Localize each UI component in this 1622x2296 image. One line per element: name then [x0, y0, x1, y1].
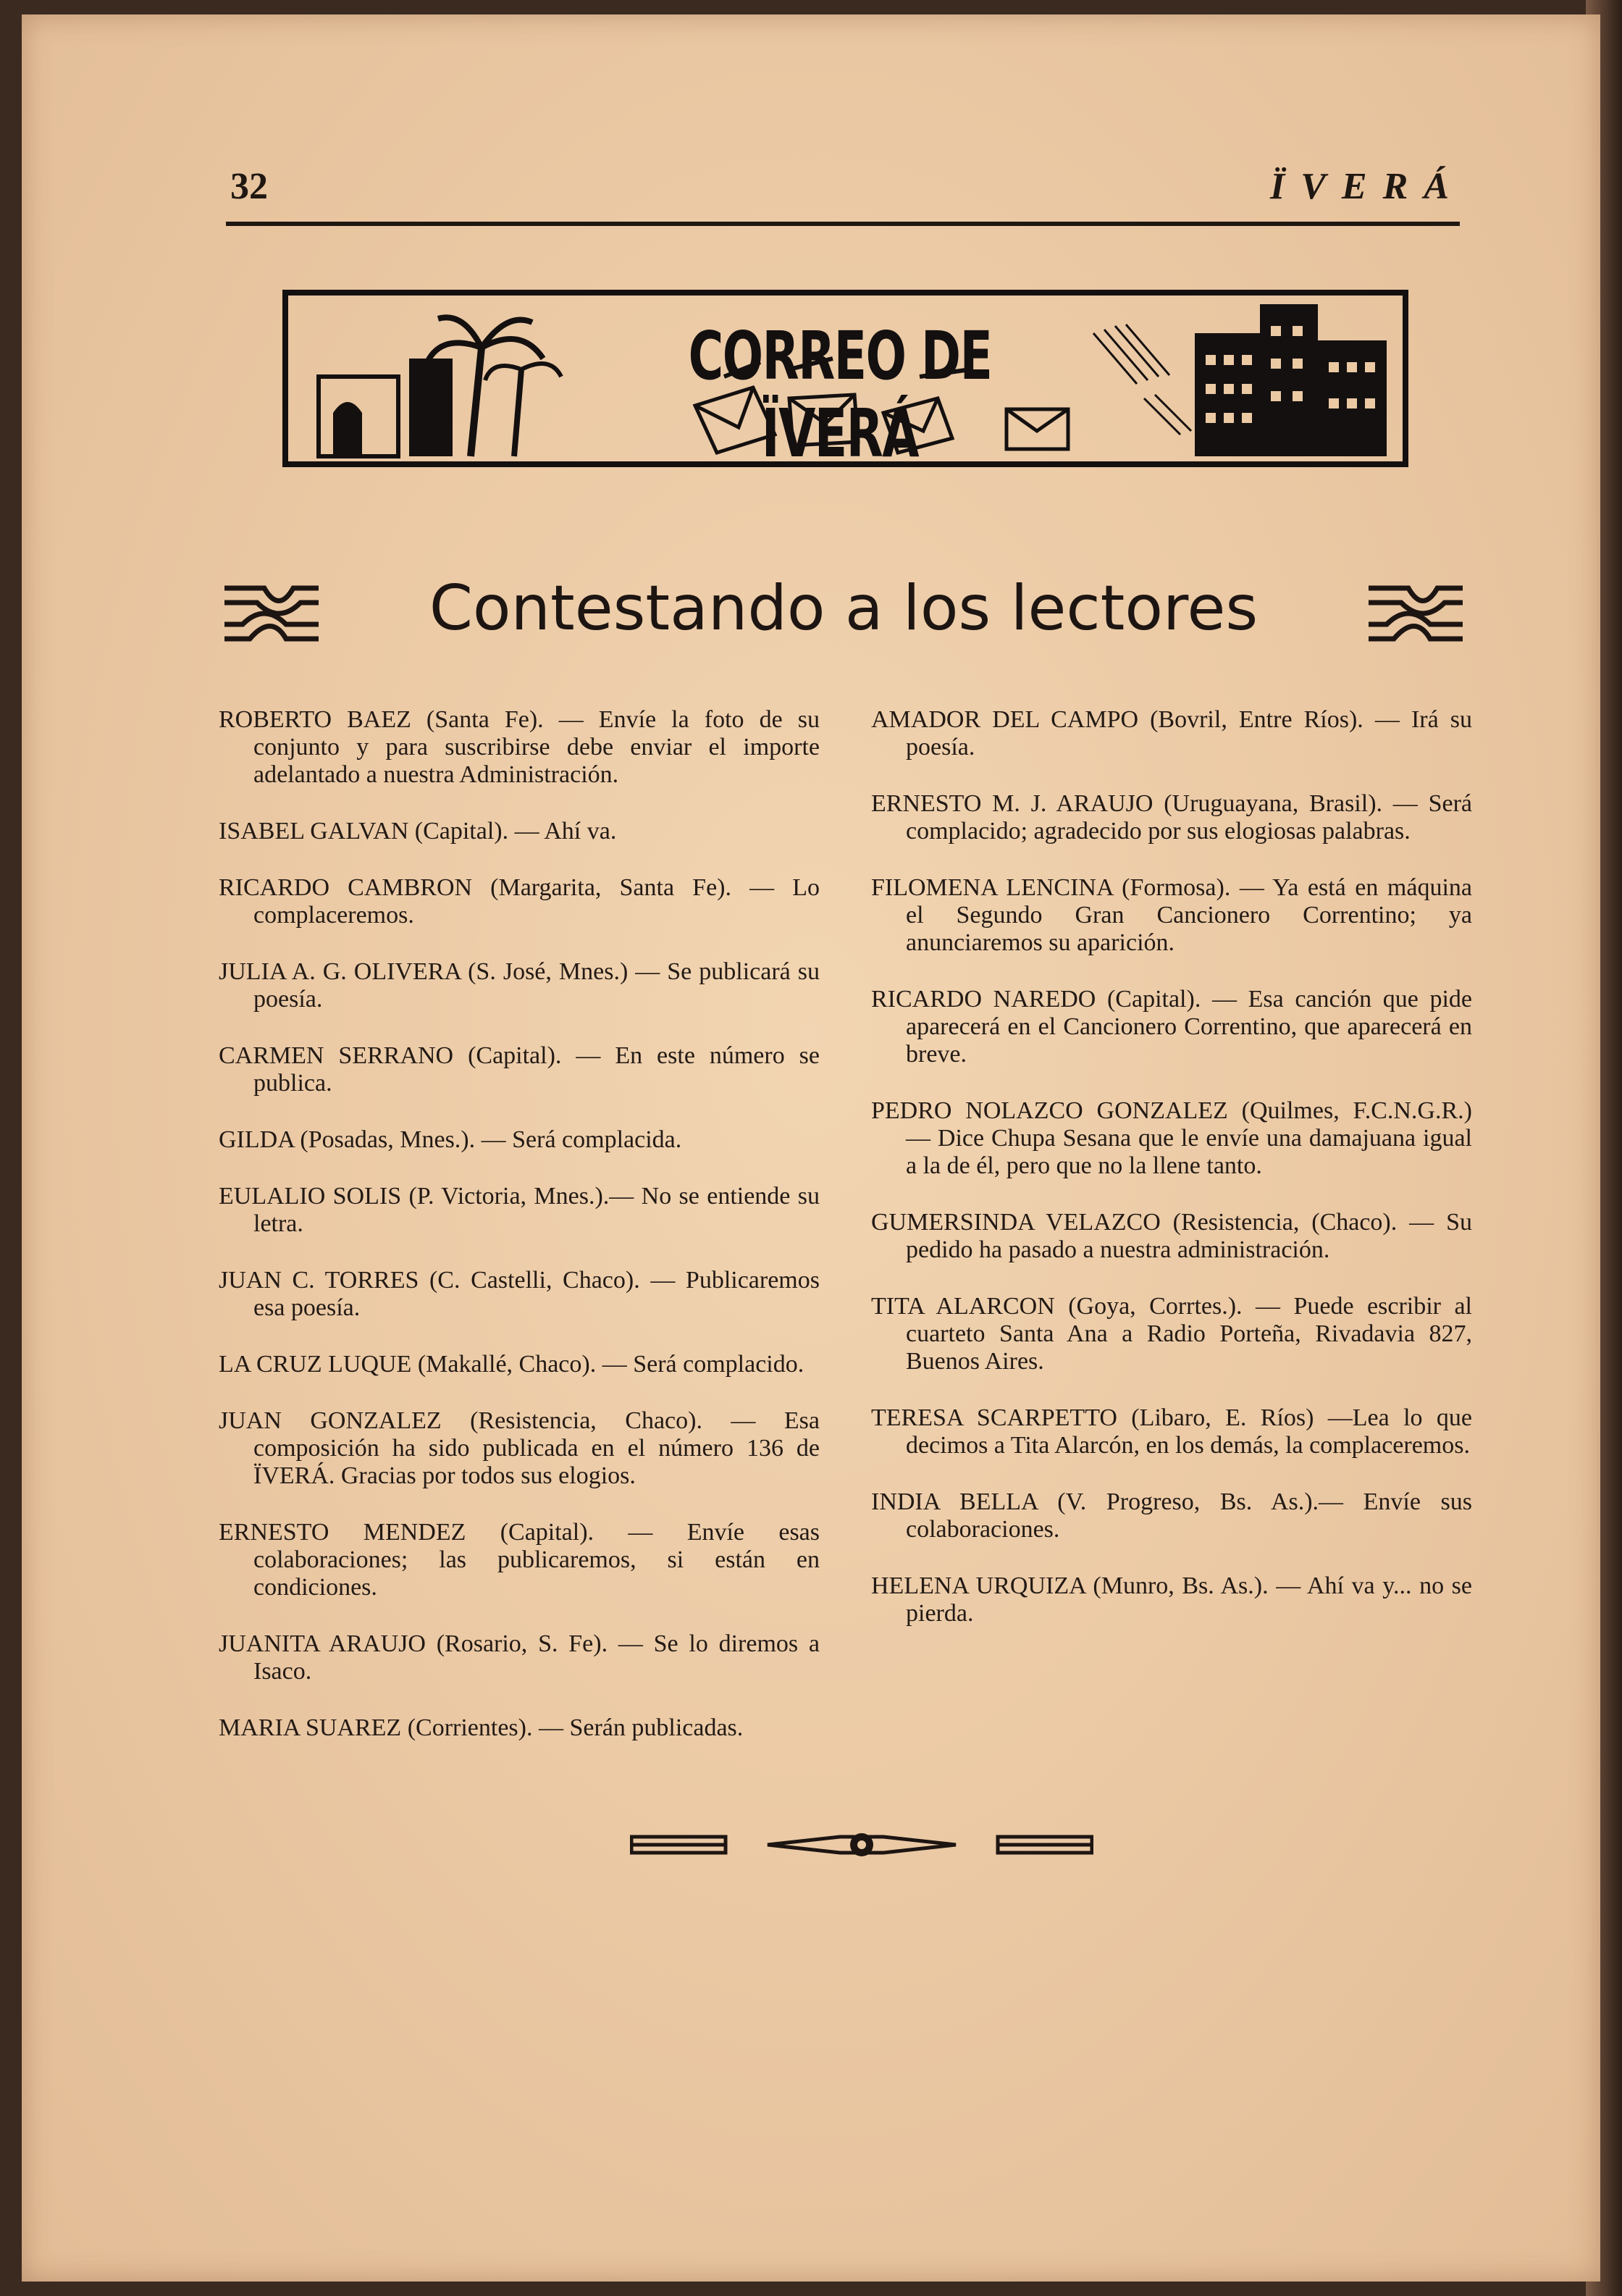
reader-reply: JUAN C. TORRES (C. Castelli, Chaco). — Publicaremos esa poesía. — [219, 1267, 820, 1321]
reader-reply: AMADOR DEL CAMPO (Bovril, Entre Ríos). — Irá su poesía. — [871, 706, 1472, 761]
reader-reply: RICARDO CAMBRON (Margarita, Santa Fe). — Lo complaceremos. — [219, 874, 820, 929]
reader-reply: JUAN GONZALEZ (Resistencia, Chaco). — Esa composición ha sido publicada en el número 136 de ÏVERÁ. Gracias por todos sus elogios. — [219, 1407, 820, 1489]
page-number: 32 — [230, 166, 268, 207]
reader-reply: EULALIO SOLIS (P. Victoria, Mnes.).— No se entiende su letra. — [219, 1183, 820, 1237]
banner-title: CORREO DE ÏVERÁ — [688, 317, 992, 472]
header-rule — [226, 222, 1460, 226]
reader-reply: CARMEN SERRANO (Capital). — En este número se publica. — [219, 1042, 820, 1097]
correo-banner — [282, 290, 1408, 472]
reader-reply: TERESA SCARPETTO (Libaro, E. Ríos) —Lea lo que decimos a Tita Alarcón, en los demás, la complaceremos. — [871, 1404, 1472, 1459]
reader-reply: ROBERTO BAEZ (Santa Fe). — Envíe la foto de su conjunto y para suscribirse debe enviar el importe adelantado a nuestra Administración. — [219, 706, 820, 788]
reader-reply: GILDA (Posadas, Mnes.). — Será complacida. — [219, 1126, 682, 1153]
reader-reply: MARIA SUAREZ (Corrientes). — Serán publicadas. — [219, 1714, 744, 1741]
reader-reply: INDIA BELLA (V. Progreso, Bs. As.).— Envíe sus colaboraciones. — [871, 1488, 1472, 1543]
reader-reply: LA CRUZ LUQUE (Makallé, Chaco). — Será complacido. — [219, 1351, 804, 1378]
reader-reply: HELENA URQUIZA (Munro, Bs. As.). — Ahí va y... no se pierda. — [871, 1572, 1472, 1627]
section-title: Contestando a los lectores — [429, 572, 1258, 645]
reader-reply: ERNESTO M. J. ARAUJO (Uruguayana, Brasil). — Será complacido; agradecido por sus elogiosas palabras. — [871, 790, 1472, 845]
ornament-right-icon — [1365, 581, 1466, 646]
magazine-name: ÏVERÁ — [1270, 166, 1465, 207]
reader-reply: RICARDO NAREDO (Capital). — Esa canción que pide aparecerá en el Cancionero Correntino, que aparecerá en breve. — [871, 986, 1472, 1068]
footer-ornament-icon — [630, 1827, 1093, 1863]
left-column — [219, 706, 820, 1771]
reader-reply: TITA ALARCON (Goya, Corrtes.). — Puede escribir al cuarteto Santa Ana a Radio Porteña, Rivadavia 827, Buenos Aires. — [871, 1293, 1472, 1375]
reader-reply: ERNESTO MENDEZ (Capital). — Envíe esas colaboraciones; las publicaremos, si están en condiciones. — [219, 1519, 820, 1601]
reader-reply: FILOMENA LENCINA (Formosa). — Ya está en máquina el Segundo Gran Cancionero Correntino; ya anunciaremos su aparición. — [871, 874, 1472, 956]
reader-reply: ISABEL GALVAN (Capital). — Ahí va. — [219, 818, 617, 845]
reader-reply: GUMERSINDA VELAZCO (Resistencia, (Chaco). — Su pedido ha pasado a nuestra administración. — [871, 1209, 1472, 1263]
reader-reply: PEDRO NOLAZCO GONZALEZ (Quilmes, F.C.N.G.R.) — Dice Chupa Sesana que le envíe una damajuana igual a la de él, pero que no la llene tanto. — [871, 1097, 1472, 1179]
right-column — [871, 706, 1472, 1656]
section-heading — [221, 572, 1466, 652]
reader-reply: JULIA A. G. OLIVERA (S. José, Mnes.) — Se publicará su poesía. — [219, 958, 820, 1013]
reader-reply: JUANITA ARAUJO (Rosario, S. Fe). — Se lo diremos a Isaco. — [219, 1630, 820, 1685]
